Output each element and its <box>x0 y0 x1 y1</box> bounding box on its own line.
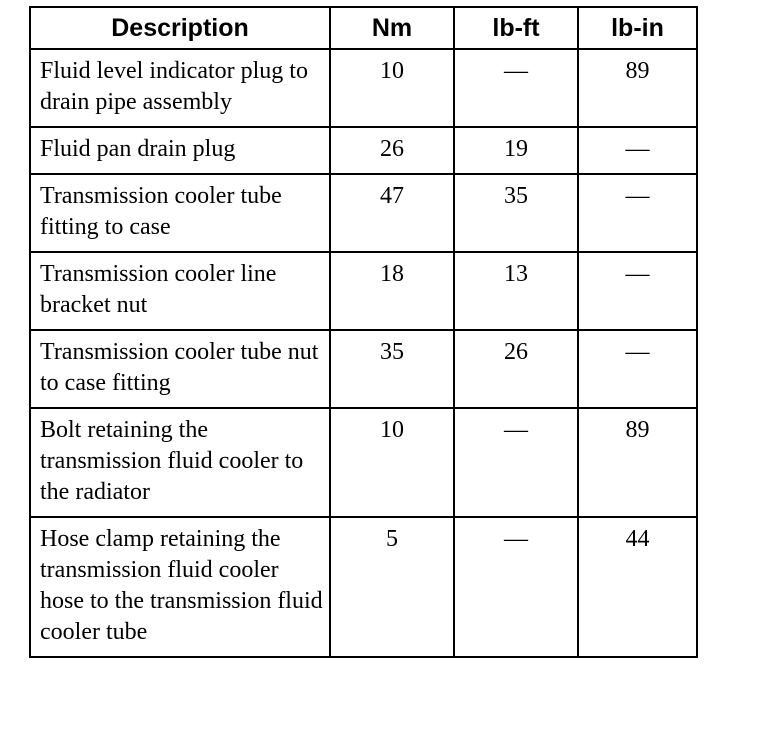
cell-lbin: — <box>578 252 697 330</box>
cell-lbft: — <box>454 408 578 517</box>
cell-nm: 35 <box>330 330 454 408</box>
table-row <box>30 252 697 330</box>
cell-description: Fluid level indicator plug to drain pipe assembly <box>30 49 330 127</box>
cell-nm: 18 <box>330 252 454 330</box>
cell-lbin: 89 <box>578 408 697 517</box>
cell-description: Transmission cooler line bracket nut <box>30 252 330 330</box>
header-description: Description <box>30 7 330 49</box>
torque-spec-table <box>29 6 698 658</box>
cell-lbft: 19 <box>454 127 578 174</box>
cell-lbft: 13 <box>454 252 578 330</box>
cell-lbin: 89 <box>578 49 697 127</box>
cell-lbin: — <box>578 330 697 408</box>
cell-lbin: 44 <box>578 517 697 657</box>
table-row <box>30 408 697 517</box>
cell-description: Hose clamp retaining the transmission fluid cooler hose to the transmission fluid cooler tube <box>30 517 330 657</box>
table-row <box>30 127 697 174</box>
table-row <box>30 49 697 127</box>
cell-lbft: 35 <box>454 174 578 252</box>
cell-description: Transmission cooler tube fitting to case <box>30 174 330 252</box>
cell-lbin: — <box>578 127 697 174</box>
cell-nm: 5 <box>330 517 454 657</box>
cell-nm: 26 <box>330 127 454 174</box>
table-row <box>30 517 697 657</box>
header-lbft: lb-ft <box>454 7 578 49</box>
cell-lbft: 26 <box>454 330 578 408</box>
cell-nm: 47 <box>330 174 454 252</box>
cell-lbft: — <box>454 49 578 127</box>
table-row <box>30 174 697 252</box>
header-nm: Nm <box>330 7 454 49</box>
cell-nm: 10 <box>330 49 454 127</box>
cell-lbft: — <box>454 517 578 657</box>
header-row <box>30 7 697 49</box>
cell-lbin: — <box>578 174 697 252</box>
cell-description: Bolt retaining the transmission fluid cooler to the radiator <box>30 408 330 517</box>
cell-nm: 10 <box>330 408 454 517</box>
table-row <box>30 330 697 408</box>
cell-description: Transmission cooler tube nut to case fitting <box>30 330 330 408</box>
header-lbin: lb-in <box>578 7 697 49</box>
cell-description: Fluid pan drain plug <box>30 127 330 174</box>
